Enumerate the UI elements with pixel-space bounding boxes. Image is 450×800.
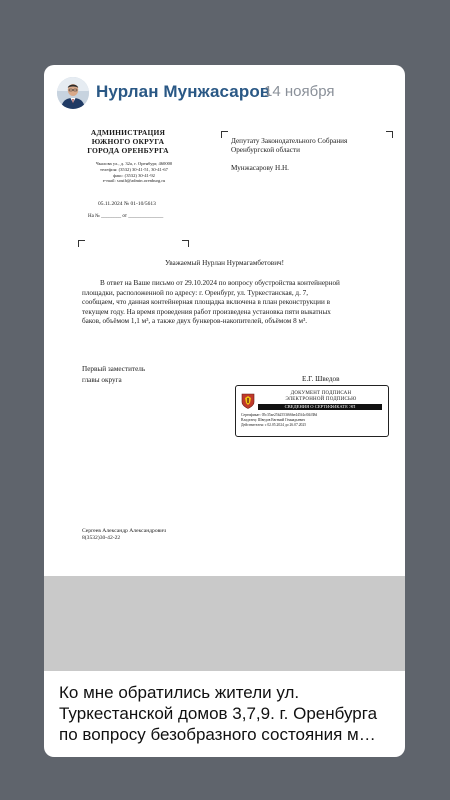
recipient-block [231, 137, 401, 155]
sender-line: АДМИНИСТРАЦИЯ [90, 128, 166, 137]
caption-line: Туркестанской домов 3,7,9. г. Оренбурга [59, 704, 378, 723]
reference-line: На № ________ от ______________ [88, 214, 164, 219]
document-image[interactable] [44, 121, 405, 576]
body-line: площадки, расположенной по адресу: г. Оренбург, ул. Туркестанская, д. 7, [82, 288, 309, 297]
author-name[interactable]: Нурлан Мунжасаров [96, 82, 271, 101]
executor-line: 8(3532)30-42-22 [82, 535, 121, 541]
post-date[interactable]: 14 ноября [264, 83, 335, 100]
caption-line: Ко мне обратились жители ул. [59, 683, 300, 702]
coat-of-arms-icon [241, 393, 255, 409]
reference-date: 05.11.2024 № 01-10/5613 [98, 201, 156, 207]
corner-mark [182, 240, 189, 247]
corner-mark [221, 131, 228, 138]
signer-title-line: главы округа [82, 376, 122, 384]
address-line: e-mail: south@admin.orenburg.ru [102, 178, 166, 184]
stamp-title [258, 391, 384, 403]
body-line: текущем году. На время проведения работ произведена установка пяти выкатных [82, 307, 331, 316]
sender-line: ЮЖНОГО ОКРУГА [91, 137, 165, 146]
signer-title [82, 364, 145, 386]
address-line: телефон: (3532) 30-41-51, 30-41-67 [100, 166, 168, 172]
sender-address [64, 161, 204, 184]
body-line: В ответ на Ваше письмо от 29.10.2024 по вопросу обустройства контейнерной [100, 279, 340, 287]
address-line: факс: (3532) 30-41-92 [113, 172, 155, 178]
stamp-title-line: ЭЛЕКТРОННОЙ ПОДПИСЬЮ [285, 397, 357, 402]
post-header [44, 65, 405, 121]
recipient-line: Депутату Законодательного Собрания [231, 137, 348, 145]
executor-line: Сергеев Александр Александрович [82, 528, 167, 534]
sender-heading [58, 128, 198, 155]
caption-line: по вопросу безобразного состояния м… [59, 725, 376, 744]
stamp-info [241, 413, 385, 429]
stamp-info-line: Действителен: с 02.05.2024 до 26.07.2025 [241, 423, 307, 428]
stamp-certificate-bar: СВЕДЕНИЯ О СЕРТИФИКАТЕ ЭП [258, 404, 382, 410]
stamp-title-line: ДОКУМЕНТ ПОДПИСАН [290, 391, 352, 396]
avatar-photo-icon [57, 77, 89, 109]
greeting: Уважаемый Нурлан Нурмагамбетович! [164, 259, 285, 267]
post-caption[interactable] [59, 682, 393, 745]
signer-title-line: Первый заместитель [82, 365, 146, 373]
author-avatar[interactable] [57, 77, 89, 109]
stamp-info-line: Владелец: Шведов Евгений Геннадьевич [241, 418, 306, 423]
sender-line: ГОРОДА ОРЕНБУРГА [87, 146, 169, 155]
letter-body [82, 279, 384, 327]
executor-block [82, 528, 166, 542]
stamp-info-line: Сертификат: 05c35ae25b2553f66be445f4cf04f38d [241, 413, 318, 417]
signer-name: Е.Г. Шведов [302, 375, 340, 383]
post-card [44, 65, 405, 757]
address-line: Чкалова ул., д. 32а, г. Оренбург, 460000 [95, 161, 173, 166]
body-line: сообщаем, что данная контейнерная площадка включена в план реконструкции в [82, 298, 331, 307]
corner-mark [78, 240, 85, 247]
body-line: баков, объёмом 1,1 м³, а также двух бункеров-накопителей, объёмом 8 м³. [82, 317, 308, 326]
e-signature-stamp [235, 385, 389, 437]
recipient-line: Оренбургской области [231, 146, 300, 154]
image-bottom-area [44, 576, 405, 671]
recipient-name: Мунжасарову Н.Н. [231, 164, 289, 172]
